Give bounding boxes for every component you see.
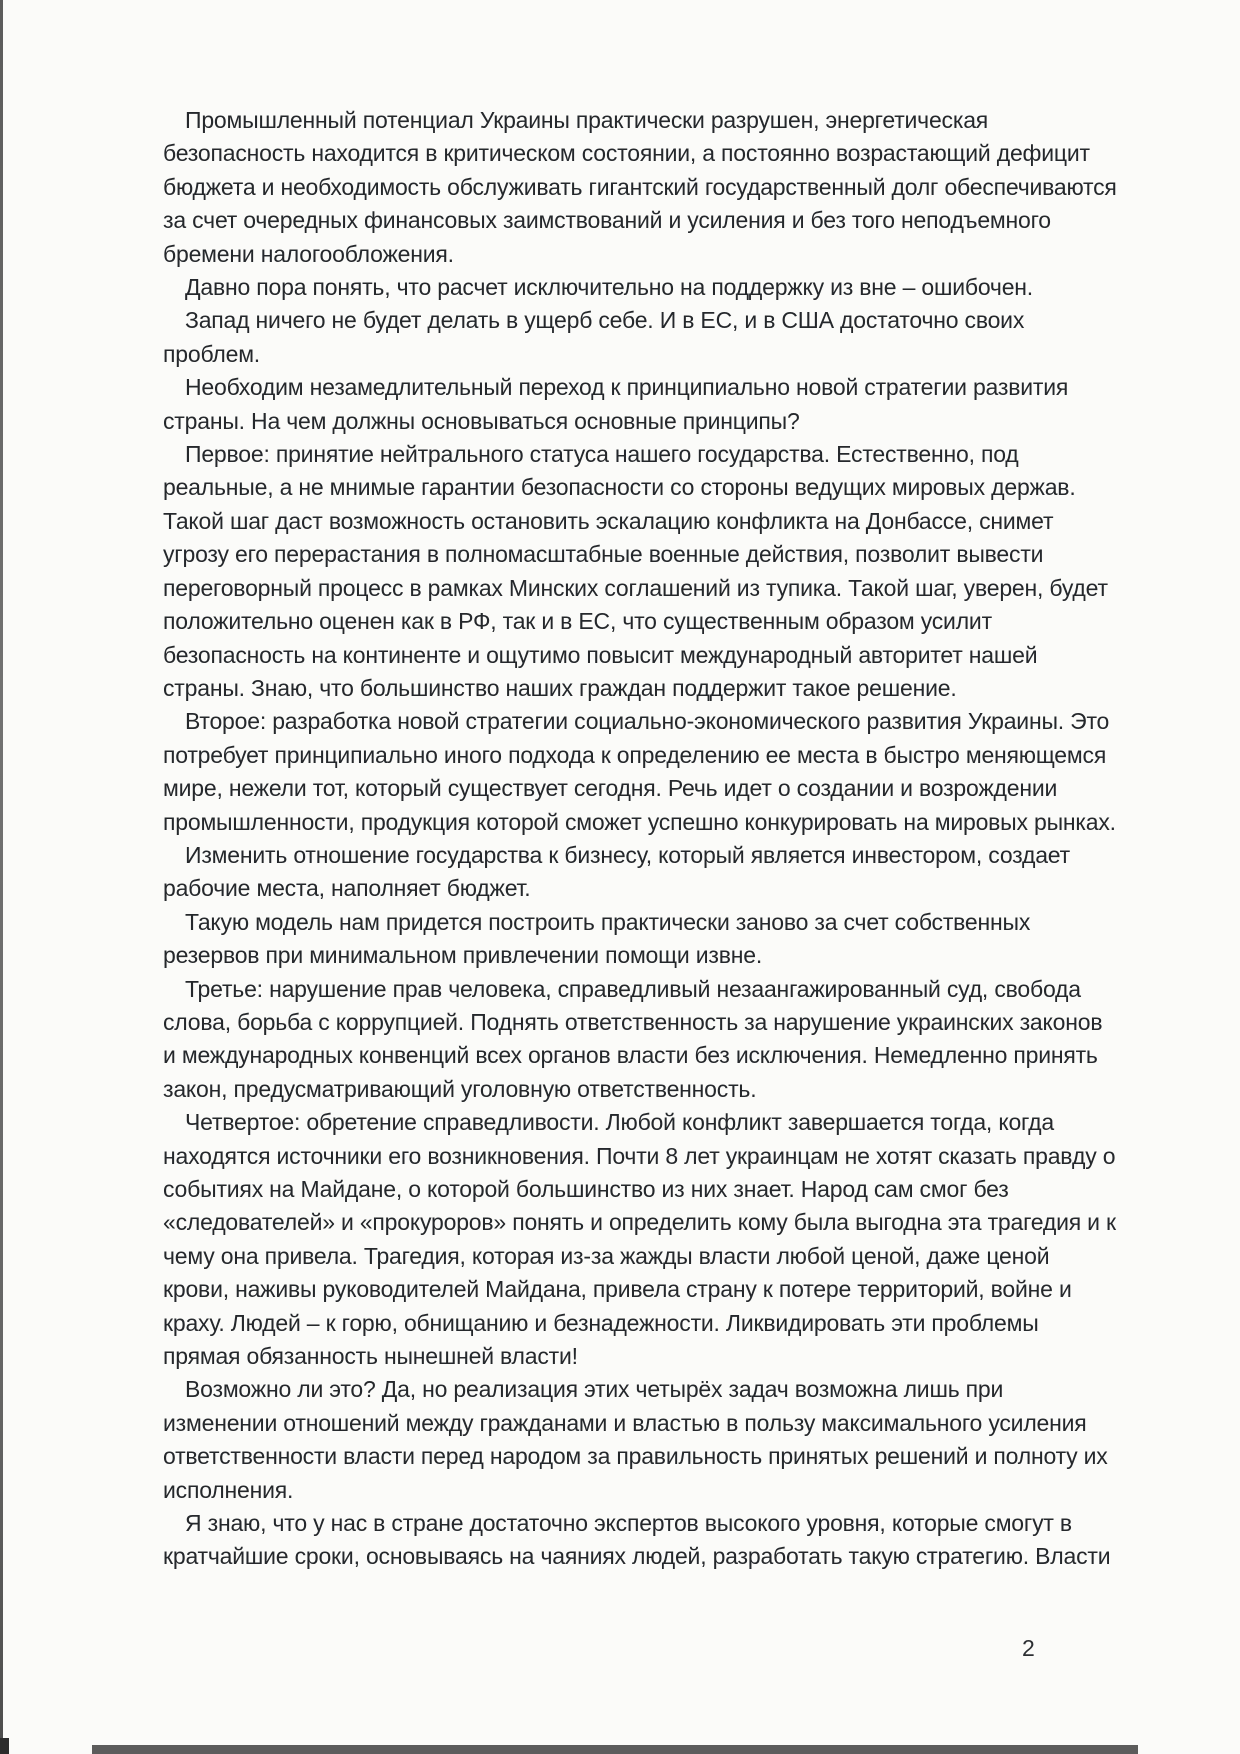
scan-left-edge-artifact	[0, 0, 3, 1754]
scan-corner-artifact	[0, 1738, 9, 1754]
paragraph-business-attitude: Изменить отношение государства к бизнесу, который является инвестором, создает рабочие места, наполняет бюджет.	[163, 841, 1070, 902]
paragraph-is-it-possible: Возможно ли это? Да, но реализация этих четырёх задач возможна лишь при изменении отношений между гражданами и властью в пользу максимального усиления ответственности власти перед народом за правильность принятых решений и полноту их исполнения.	[163, 1376, 1108, 1503]
paragraph-fourth-principle: Четвертое: обретение справедливости. Любой конфликт завершается тогда, когда находятся источники его возникновения. Почти 8 лет украинцам не хотят сказать правду о событиях на Майдане, о которой большинство из них знает. Народ сам смог без «следователей» и «прокуроров» понять и определить кому была выгодна эта трагедия и к чему она привела. Трагедия, которая из-за жажды власти любой ценой, даже ценой крови, наживы руководителей Майдана, привела страну к потере территорий, войне и краху. Людей – к горю, обнищанию и безнадежности. Ликвидировать эти проблемы прямая обязанность нынешней власти!	[163, 1109, 1116, 1370]
scan-bottom-edge-artifact	[92, 1745, 1138, 1754]
paragraph-west: Запад ничего не будет делать в ущерб себе. И в ЕС, и в США достаточно своих проблем.	[163, 307, 1025, 367]
paragraph-third-principle: Третье: нарушение прав человека, справедливый незаангажированный суд, свобода слова, борьба с коррупцией. Поднять ответственность за нарушение украинских законов и международных конвенций всех органов власти без исключения. Немедленно принять закон, предусматривающий уголовную ответственность.	[163, 975, 1103, 1102]
page-number: 2	[1022, 1635, 1035, 1661]
paragraph-external-support: Давно пора понять, что расчет исключительно на поддержку из вне – ошибочен.	[185, 274, 1033, 301]
document-body	[163, 104, 1119, 1574]
paragraph-own-reserves: Такую модель нам придется построить практически заново за счет собственных резервов при минимальном привлечении помощи извне.	[163, 908, 1031, 969]
paragraph-industry-potential: Промышленный потенциал Украины практически разрушен, энергетическая безопасность находится в критическом состоянии, а постоянно возрастающий дефицит бюджета и необходимость обслуживать гигантский государственный долг обеспечиваются за счет очередных финансовых заимствований и усиления и без того неподъемного бремени налогообложения.	[163, 107, 1117, 267]
paragraph-new-strategy-needed: Необходим незамедлительный переход к принципиально новой стратегии развития страны. На чем должны основываться основные принципы?	[163, 374, 1069, 434]
paragraph-second-principle: Второе: разработка новой стратегии социально-экономического развития Украины. Это потребует принципиально иного подхода к определению ее места в быстро меняющемся мире, нежели тот, который существует сегодня. Речь идет о создании и возрождении промышленности, продукция которой сможет успешно конкурировать на мировых рынках.	[163, 708, 1116, 835]
paragraph-first-principle: Первое: принятие нейтрального статуса нашего государства. Естественно, под реальные, а не мнимые гарантии безопасности со стороны ведущих мировых держав. Такой шаг даст возможность остановить эскалацию конфликта на Донбассе, снимет угрозу его перерастания в полномасштабные военные действия, позволит вывести переговорный процесс в рамках Минских соглашений из тупика. Такой шаг, уверен, будет положительно оценен как в РФ, так и в ЕС, что существенным образом усилит безопасность на континенте и ощутимо повысит международный авторитет нашей страны. Знаю, что большинство наших граждан поддержит такое решение.	[163, 441, 1108, 701]
paragraph-experts: Я знаю, что у нас в стране достаточно экспертов высокого уровня, которые смогут в кратчайшие сроки, основываясь на чаяниях людей, разработать такую стратегию. Власти	[163, 1510, 1111, 1570]
